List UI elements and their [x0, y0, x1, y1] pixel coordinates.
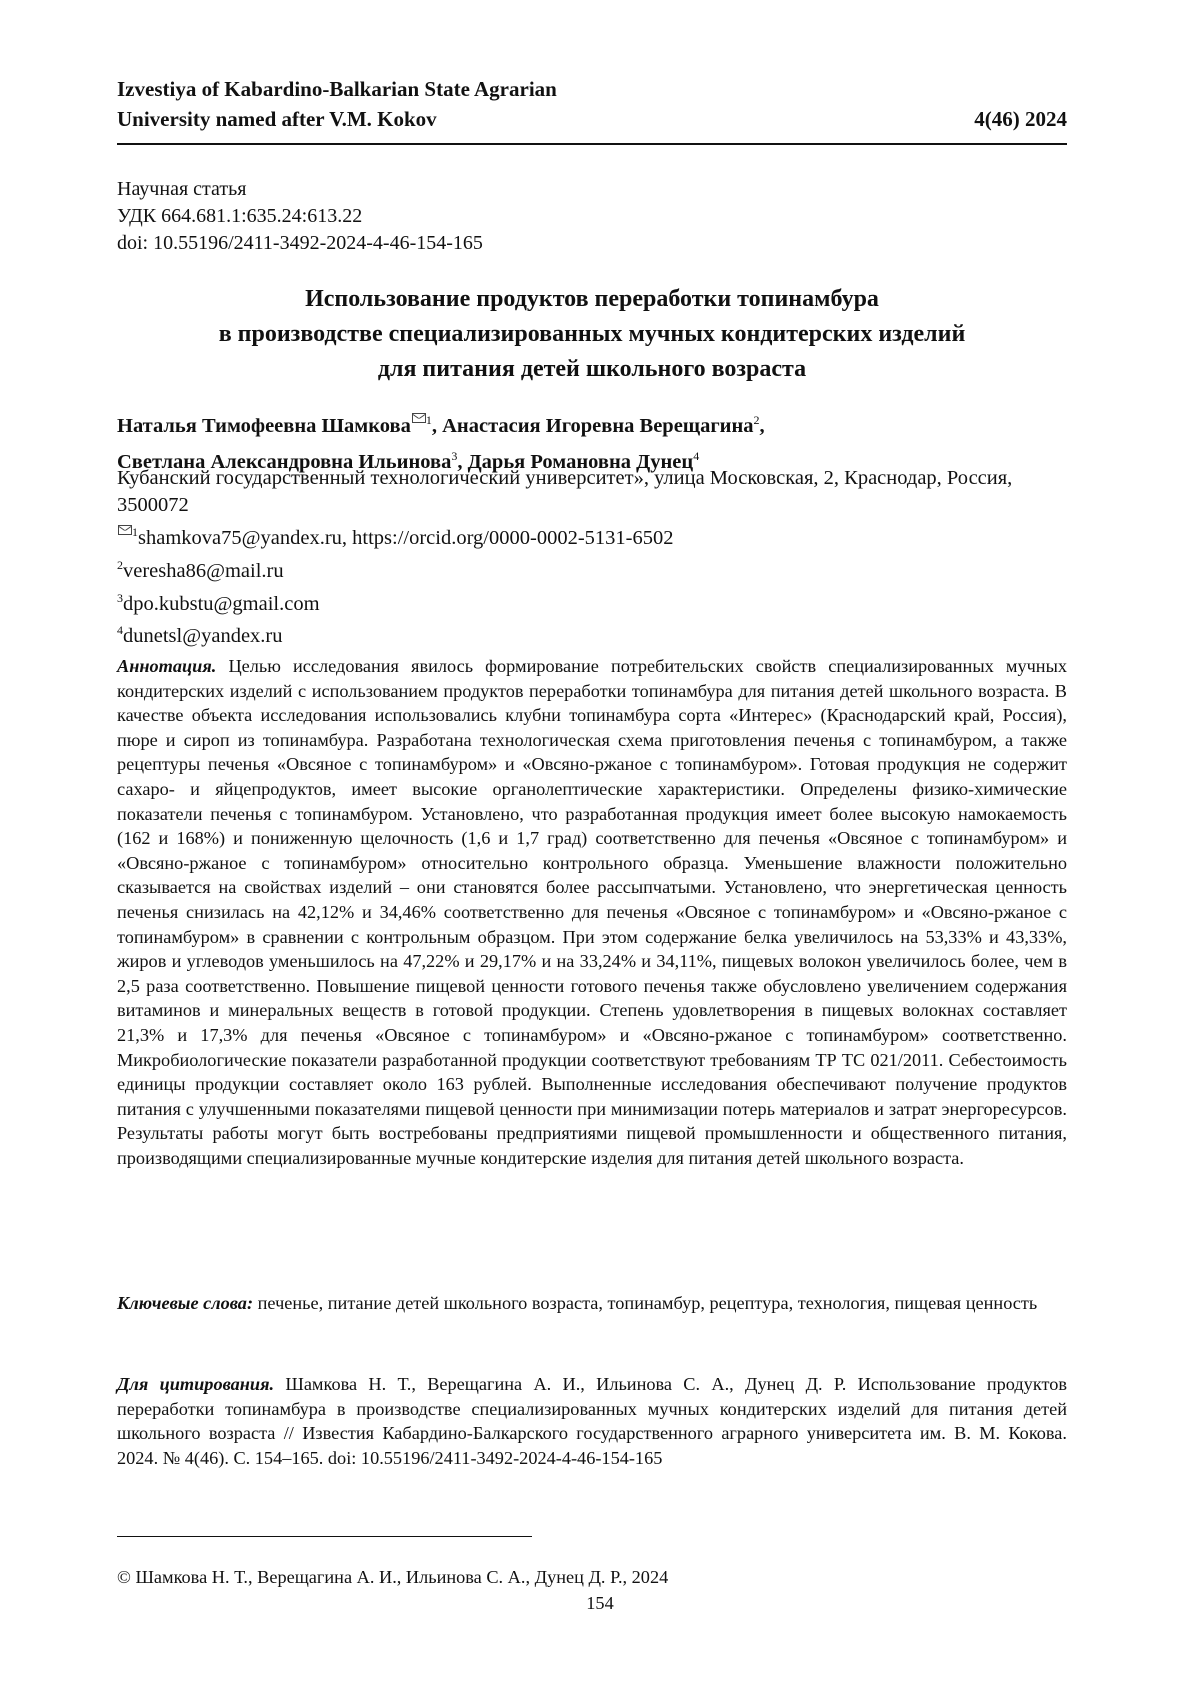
author-name: Светлана Александровна Ильинова [117, 451, 451, 473]
contact-email[interactable]: veresha86@mail.ru [123, 560, 284, 582]
article-title [117, 282, 1067, 387]
author-name: Наталья Тимофеевна Шамкова [117, 415, 411, 437]
article-meta [117, 176, 483, 257]
journal-name-line1: Izvestiya of Kabardino-Balkarian State Agrarian [117, 74, 1067, 104]
udc-code: УДК 664.681.1:635.24:613.22 [117, 203, 483, 230]
author-name: Дарья Романовна Дунец [468, 451, 694, 473]
contact-email[interactable]: dpo.kubstu@gmail.com [123, 592, 320, 614]
title-line-3: для питания детей школьного возраста [117, 352, 1067, 387]
copyright: © Шамкова Н. Т., Верещагина А. И., Ильинова С. А., Дунец Д. Р., 2024 [117, 1565, 668, 1589]
contact-item: 3dpo.kubstu@gmail.com [117, 585, 1067, 618]
citation-text: Шамкова Н. Т., Верещагина А. И., Ильинова С. А., Дунец Д. Р. Использование продуктов переработки топинамбура в производстве специализированных мучных кондитерских изделий для питания детей школьного возраста // Известия Кабардино-Балкарского государственного аграрного университета им. В. М. Кокова. 2024. № 4(46). С. 154–165. doi: 10.55196/2411-3492-2024-4-46-154-165 [117, 1374, 1067, 1468]
journal-issue: 4(46) 2024 [974, 104, 1067, 134]
author-sup: 2 [754, 413, 760, 427]
author-sup: 1 [426, 413, 432, 427]
article-type: Научная статья [117, 176, 483, 203]
abstract-text: Целью исследования явилось формирование потребительских свойств специализированных мучных кондитерских изделий с использованием продуктов переработки топинамбура для питания детей школьного возраста. В качестве объекта исследования использовались клубни топинамбура сорта «Интерес» (Краснодарский край, Россия), пюре и сироп из топинамбура. Разработана технологическая схема приготовления печенья с топинамбуром, а также рецептуры печенья «Овсяное с топинамбуром» и «Овсяно-ржаное с топинамбуром». Готовая продукция не содержит сахаро- и яйцепродуктов, имеет высокие органолептические характеристики. Определены физико-химические показатели печенья с топинамбуром. Установлено, что разработанная продукция имеет более высокую намокаемость (162 и 168%) и пониженную щелочность (1,6 и 1,7 град) соответственно для печенья «Овсяное с топинамбуром» и «Овсяно-ржаное с топинамбуром» относительно контрольного образца. Уменьшение влажности положительно сказывается на свойствах изделий – они становятся более рассыпчатыми. Установлено, что энергетическая ценность печенья снизилась на 42,12% и 34,46% соответственно для печенья «Овсяное с топинамбуром» и «Овсяно-ржаное с топинамбуром» в сравнении с контрольным образцом. При этом содержание белка увеличилось на 53,33% и 43,33%, жиров и углеводов уменьшилось на 47,22% и 29,17% и на 33,24% и 34,11%, пищевых волокон увеличилось более, чем в 2,5 раза соответственно. Повышение пищевой ценности готового печенья также обусловлено увеличением содержания витаминов и минеральных веществ в готовой продукции. Степень удовлетворения в пищевых волокнах составляет 21,3% и 17,3% для печенья «Овсяное с топинамбуром» и «Овсяно-ржаное с топинамбуром» соответственно. Микробиологические показатели разработанной продукции соответствуют требованиям ТР ТС 021/2011. Себестоимость единицы продукции составляет около 163 рублей. Выполненные исследования обеспечивают получение продуктов питания с улучшенными показателями пищевой ценности при минимизации потерь материалов и затрат энергоресурсов. Результаты работы могут быть востребованы предприятиями пищевой промышленности и общественного питания, производящими специализированные мучные кондитерские изделия для питания детей школьного возраста. [117, 656, 1067, 1168]
header-divider [117, 143, 1067, 145]
contact-item: 2veresha86@mail.ru [117, 552, 1067, 585]
title-line-2: в производстве специализированных мучных кондитерских изделий [117, 317, 1067, 352]
keywords-text: печенье, питание детей школьного возраста, топинамбур, рецептура, технология, пищевая ценность [258, 1293, 1038, 1313]
journal-header [117, 74, 1067, 134]
affiliation: Кубанский государственный технологический университет», улица Московская, 2, Краснодар, Россия, 3500072 [117, 465, 1067, 519]
envelope-icon [412, 413, 426, 423]
author-sup: 3 [451, 449, 457, 463]
keywords-label: Ключевые слова: [117, 1293, 253, 1313]
contact-item: 4dunetsl@yandex.ru [117, 617, 1067, 650]
contact-list [117, 519, 1067, 650]
contact-email[interactable]: dunetsl@yandex.ru [123, 625, 283, 647]
abstract [117, 654, 1067, 1170]
footnote-divider [117, 1536, 532, 1537]
page-number: 154 [0, 1591, 1200, 1615]
citation-label: Для цитирования. [117, 1374, 274, 1394]
contact-email[interactable]: shamkova75@yandex.ru, https://orcid.org/0000-0002-5131-6502 [138, 527, 673, 549]
keywords [117, 1291, 1067, 1316]
contact-item: 1shamkova75@yandex.ru, https://orcid.org/0000-0002-5131-6502 [117, 519, 1067, 552]
author-sup: 4 [693, 449, 699, 463]
title-line-1: Использование продуктов переработки топинамбура [117, 282, 1067, 317]
article-page [0, 0, 1200, 1697]
author-name: Анастасия Игоревна Верещагина [442, 415, 753, 437]
envelope-icon [118, 525, 132, 535]
citation [117, 1372, 1067, 1470]
abstract-label: Аннотация. [117, 656, 216, 676]
doi: doi: 10.55196/2411-3492-2024-4-46-154-165 [117, 230, 483, 257]
journal-name-line2: University named after V.M. Kokov [117, 104, 437, 134]
author-list: Наталья Тимофеевна Шамкова 1, Анастасия Игоревна Верещагина2, Светлана Александровна Ильинова3, Дарья Романовна Дунец4 [117, 405, 1067, 477]
